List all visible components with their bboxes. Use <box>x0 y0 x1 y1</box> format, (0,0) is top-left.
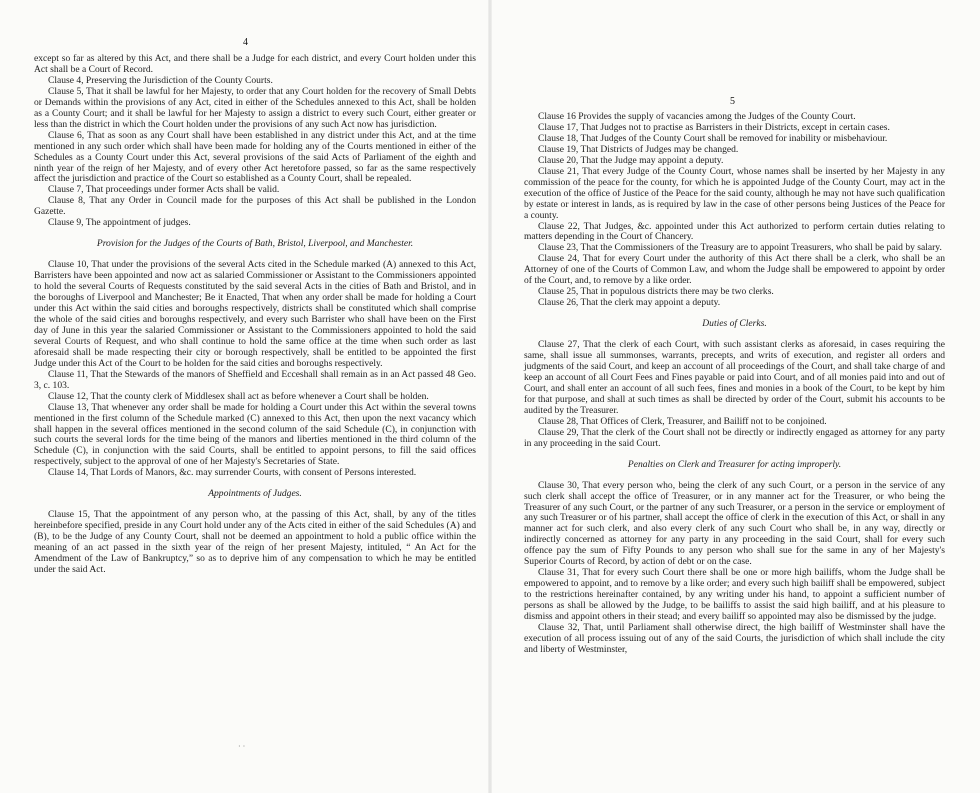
left-paragraph: Clause 9, The appointment of judges. <box>48 217 191 229</box>
left-paragraph: Clause 11, That the Stewards of the manors of Sheffield and Ecceshall shall remain as in an Act passed 48 Geo. 3, c. 103. <box>34 368 476 391</box>
right-paragraph: Clause 28, That Offices of Clerk, Treasurer, and Bailiff not to be conjoined. <box>538 415 827 427</box>
page-number-right: 5 <box>730 96 735 107</box>
right-section-heading: Duties of Clerks. <box>702 318 767 330</box>
page-number-left: 4 <box>243 37 248 48</box>
left-paragraph: Clause 5, That it shall be lawful for her Majesty, to order that any Court holden for the recovery of Small Debts or Demands within the provisions of any Act, cited in either of the Schedules annexed to this Act, shall be holden as a County Court; and it shall be lawful for her Majesty to assign a district to every such Court, either greater or less than the district in which the Court holden under the provisions of any such Act now has jurisdiction. <box>34 85 476 130</box>
right-paragraph: Clause 16 Provides the supply of vacancies among the Judges of the County Court. <box>538 111 856 122</box>
right-paragraph: Clause 31, That for every such Court there shall be one or more high bailiffs, whom the Judge shall be empowered to appoint, and to remove by a like order; and every such high bailiff shall be empowered, subject to the restrictions hereinafter contained, by any writing under his hand, to appoint a sufficient number of persons as shall be allowed by the Judge, to be bailiffs to assist the said high bailiff, and at his pleasure to dismiss and appoint others in their stead; and every bailiff so appointed may also be dismissed by the judge. <box>524 567 945 623</box>
left-paragraph: except so far as altered by this Act, and there shall be a Judge for each district, and every Court holden under this Act shall be a Court of Record. <box>34 53 476 75</box>
right-section-heading: Penalties on Clerk and Treasurer for acting improperly. <box>627 458 842 470</box>
left-paragraph: Clause 15, That the appointment of any person who, at the passing of this Act, shall, by any of the titles hereinbefore specified, preside in any Court hold under any of the Acts cited in either of the said Schedules (A) and (B), to be the Judge of any County Court, shall not be deemed an appointment to hold a public office within the meaning of an act passed in the sixth year of the reign of her present Majesty, intituled, “ An Act for the Amendment of the Law of Bankruptcy,” so as to deprive him of any compensation to which he may be entitled under the said Act. <box>34 509 476 575</box>
right-paragraph: Clause 30, That every person who, being the clerk of any such Court, or a person in the service of any such clerk shall accept the office of Treasurer, or in any manner act for the Treasurer, or who being the Treasurer of any such Court, or the partner of any such Treasurer, or a person in the service or employment of any such Treasurer or of his partner, shall accept the office of clerk in the execution of this Act, or shall in any manner act for such clerk, and also every clerk of any such Court who shall be, in any way, directly or indirectly concerned as attorney for any party in any proceeding in the said Court, shall for every such offence pay the sum of Fifty Pounds to any person who shall sue for the same in any of her Majesty's Superior Courts of Record, by action of debt or on the case. <box>524 479 945 568</box>
print-speck: · · <box>238 742 246 751</box>
left-paragraph: Clause 8, That any Order in Council made for the purposes of this Act shall be published in the London Gazette. <box>34 195 476 218</box>
left-page-body <box>34 54 476 576</box>
left-section-heading: Appointments of Judges. <box>208 488 302 500</box>
right-paragraph: Clause 17, That Judges not to practise as Barristers in their Districts, except in certain cases. <box>538 121 890 133</box>
left-paragraph: Clause 13, That whenever any order shall be made for holding a Court under this Act within the several towns mentioned in the first column of the Schedule marked (C) annexed to this Act, then upon the next vacancy which shall happen in the several offices mentioned in the second column of the said Schedule (C), in conjunction with such courts the several lords for the time being of the manors and liberties mentioned in the third column of the Schedule (C), in conjunction with the said Courts, shall be entitled to appoint persons, to fill the said offices respectively, subject to the approval of one of her Majesty's Secretaries of State. <box>34 401 476 468</box>
left-paragraph: Clause 4, Preserving the Jurisdiction of the County Courts. <box>48 74 273 86</box>
right-paragraph: Clause 24, That for every Court under the authority of this Act there shall be a clerk, who shall be an Attorney of one of the Courts of Common Law, and whom the Judge shall be empowered to appoint by order of the Court, and, to remove by a like order. <box>524 253 945 287</box>
right-page-body <box>524 112 945 656</box>
right-paragraph: Clause 19, That Districts of Judges may be changed. <box>538 143 739 155</box>
right-paragraph: Clause 18, That Judges of the County Court shall be removed for inability or misbehaviour. <box>538 132 888 144</box>
right-paragraph: Clause 23, That the Commissioners of the Treasury are to appoint Treasurers, who shall be paid by salary. <box>538 242 942 254</box>
left-section-heading: Provision for the Judges of the Courts of Bath, Bristol, Liverpool, and Manchester. <box>96 238 414 250</box>
left-paragraph: Clause 7, That proceedings under former Acts shall be valid. <box>48 184 280 196</box>
left-paragraph: Clause 10, That under the provisions of the several Acts cited in the Schedule marked (A) annexed to this Act, Barristers have been appointed and now act as salaried Commissioner or Assistant to the Commissioners appointed to hold the several Courts of Requests constituted by the said several Acts in the cities of Bath and Bristol, and in the boroughs of Liverpool and Manchester; Be it Enacted, That when any order shall be made for holding a Court under this Act within the said cities and boroughs respectively, districts shall be constituted which shall comprise the whole of the said cities and boroughs respectively, and every such Barrister who shall have been on the First day of June in this year the salaried Commissioner or Assistant to the Commissioners appointed to hold the said several Courts of Request, and who shall continue to hold the same office at the time when such order as last aforesaid shall be made respecting their city or borough respectively, shall be entitled to be appointed the first Judge under this Act of the Court to be holden for the said cities and boroughs respectively. <box>34 259 476 369</box>
right-paragraph: Clause 22, That Judges, &c. appointed under this Act authorized to perform certain duties relating to matters depending in the Court of Chancery. <box>524 220 945 243</box>
right-paragraph: Clause 27, That the clerk of each Court, with such assistant clerks as aforesaid, in cases requiring the same, shall issue all summonses, warrants, precepts, and writs of execution, and register all orders and judgments of the said Court, and keep an account of all proceedings of the Court, and shall take charge of and keep an account of all Court Fees and Fines payable or paid into Court, and of all monies paid into and out of Court, and shall enter an account of all such fees, fines and monies in a book of the Court, to be kept by him for that purpose, and shall at such times as shall be directed by order of the Court, submit his accounts to be audited by the Treasurer. <box>524 339 945 416</box>
right-paragraph: Clause 32, That, until Parliament shall otherwise direct, the high bailiff of Westminster shall have the execution of all process issuing out of any of the said Courts, the jurisdiction of which shall include the city and liberty of Westminster, <box>524 621 945 655</box>
right-paragraph: Clause 20, That the Judge may appoint a deputy. <box>538 154 724 166</box>
right-paragraph: Clause 25, That in populous districts there may be two clerks. <box>538 286 774 298</box>
left-paragraph: Clause 14, That Lords of Manors, &c. may surrender Courts, with consent of Persons interested. <box>48 467 417 479</box>
right-paragraph: Clause 29, That the clerk of the Court shall not be directly or indirectly engaged as attorney for any party in any proceeding in the said Court. <box>524 426 945 449</box>
left-paragraph: Clause 6, That as soon as any Court shall have been established in any district under this Act, and at the time mentioned in any such order which shall have been made for holding any of the Courts mentioned in either of the Schedules as a County Court under this Act, several provisions of the said Acts of Parliament of the eighth and ninth year of the reign of her Majesty, and of every other Act heretofore passed, so far as the same respectively affect the jurisdiction and practice of the Court so established as a County Court, shall be repealed. <box>34 129 476 185</box>
right-paragraph: Clause 26, That the clerk may appoint a deputy. <box>538 297 721 309</box>
right-paragraph: Clause 21, That every Judge of the County Court, whose names shall be inserted by her Majesty in any commission of the peace for the county, for which he is appointed Judge of the County Court, may act in the execution of the office of Justice of the Peace for the said county, although he may not have such qualification by estate or interest in lands, as is required by law in the case of other persons being Justices of the Peace for a county. <box>524 165 945 221</box>
left-paragraph: Clause 12, That the county clerk of Middlesex shall act as before whenever a Court shall be holden. <box>48 390 429 402</box>
